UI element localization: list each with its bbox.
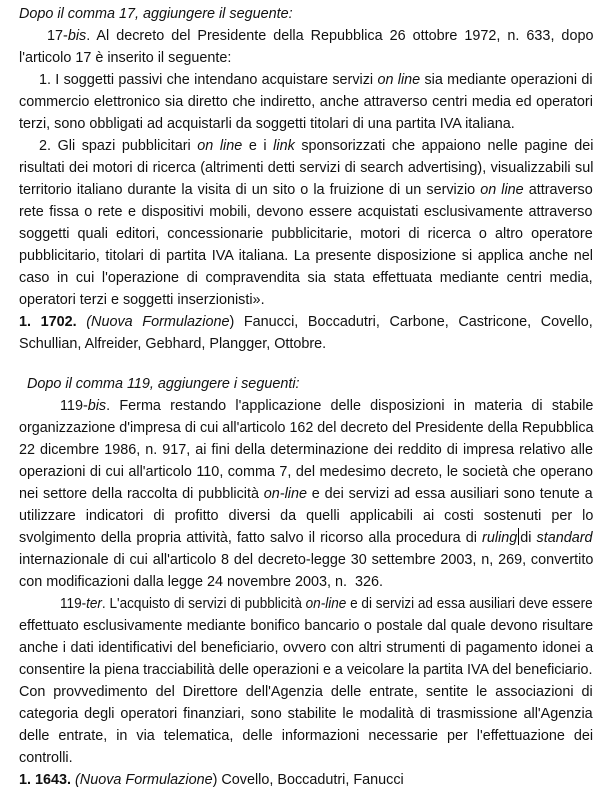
text-run: di <box>520 530 537 546</box>
amendment-heading-comma-119: Dopo il comma 119, aggiungere i seguenti: <box>27 376 300 392</box>
paragraph-point-1-line-1 <box>39 69 593 91</box>
paragraph-point-2-line-6 <box>19 245 593 267</box>
emphasis-text: bis <box>67 28 87 44</box>
text-run: Schullian, Alfreider, Gebhard, Plangger, Ottobre. <box>19 336 327 352</box>
text-run: e i <box>242 138 274 154</box>
paragraph-119-ter-line-3 <box>19 637 593 659</box>
paragraph-point-2-line-1 <box>39 135 593 157</box>
text-run: sponsorizzati che appaiono nelle pagine dei <box>294 138 594 154</box>
paragraph-119-bis-line-3 <box>19 439 593 461</box>
text-run: svolgimento della propria attività, fatto salvo il ricorso alla procedura di <box>19 530 483 546</box>
text-run: 2. Gli spazi pubblicitari <box>39 138 198 154</box>
text-run: e dei servizi ad essa ausiliari sono tenute a <box>307 486 593 502</box>
text-run: 17- <box>47 28 68 44</box>
emphasis-text: (Nuova Formulazione <box>75 772 213 788</box>
text-run: utilizzare indicatori di profitto diversi da quelli applicabili ai costi sostenuti per lo <box>19 508 594 524</box>
text-run: attraverso <box>523 182 593 198</box>
emphasis-text: on-line <box>263 486 307 502</box>
text-run: operazioni di cui all'articolo 110, comma 7, del medesimo decreto, le società che operano <box>19 464 594 480</box>
text-run: ) Fanucci, Boccadutri, Carbone, Castricone, Covello, <box>229 314 593 330</box>
text-run: controlli. <box>19 750 73 766</box>
emphasis-text: on line <box>377 72 421 88</box>
text-run: organizzazione d'impresa di cui all'articolo 162 del decreto del Presidente della Repubblica <box>19 420 594 436</box>
amendment-1702-signature-line-2 <box>19 333 326 355</box>
text-run: territorio italiano durante la visita di un sito o la fruizione di un servizio <box>19 182 481 198</box>
paragraph-point-2-line-3 <box>19 179 593 201</box>
paragraph-119-ter-line-8 <box>19 747 73 769</box>
text-run: 119- <box>60 398 88 414</box>
paragraph-119-ter-line-1 <box>60 593 593 615</box>
paragraph-119-ter-line-7 <box>19 725 593 747</box>
paragraph-119-ter-line-2 <box>19 615 593 637</box>
paragraph-119-bis-line-7 <box>19 527 593 549</box>
paragraph-119-ter-line-4 <box>19 659 593 681</box>
text-run: rete fissa o rete e dispositivi mobili, devono essere acquistati esclusivamente attraverso <box>19 204 593 220</box>
text-run: ) Covello, Boccadutri, Fanucci <box>212 772 404 788</box>
amendment-heading-comma-17: Dopo il comma 17, aggiungere il seguente: <box>19 6 293 22</box>
text-run: internazionale di cui all'articolo 8 del decreto-legge 30 settembre 2003, n, 269, convertito <box>19 552 594 568</box>
paragraph-point-2-line-8 <box>19 289 265 311</box>
text-run: . Ferma restando l'applicazione delle disposizioni in materia di stabile <box>106 398 594 414</box>
text-run: consentire la piena tracciabilità delle operazioni e a veicolare la partita IVA del beneficiario. <box>19 662 593 678</box>
text-run: risultati dei motori di ricerca (altrimenti detti servizi di search advertising), visualizzabili sul <box>19 160 594 176</box>
paragraph-point-1-line-2 <box>19 91 593 113</box>
emphasis-text: on line <box>197 138 243 154</box>
emphasis-text: on-line <box>305 596 347 612</box>
emphasis-text: ruling <box>482 530 518 546</box>
paragraph-119-ter-line-5 <box>19 681 593 703</box>
paragraph-point-2-line-5 <box>19 223 593 245</box>
text-run: pubblicitario, titolari di partita IVA italiana. La presente disposizione si applica anche nel <box>19 248 593 264</box>
paragraph-point-2-line-4 <box>19 201 593 223</box>
emphasis-text: (Nuova Formulazione <box>86 314 230 330</box>
paragraph-119-bis-line-4 <box>19 461 593 483</box>
paragraph-119-bis-line-2 <box>19 417 593 439</box>
text-run: operatori terzi e soggetti inserzionisti». <box>19 292 265 308</box>
text-run: soggetti quali editori, concessionarie pubblicitarie, motori di ricerca o altro operatore <box>19 226 593 242</box>
text-run: caso in cui l'operazione di compravendita sia stata effettuata mediante centri media, <box>19 270 593 286</box>
emphasis-text: ter <box>86 596 102 612</box>
paragraph-119-bis-line-5 <box>19 483 593 505</box>
emphasis-text: bis <box>87 398 107 414</box>
emphasis-text: standard <box>536 530 593 546</box>
paragraph-17-bis-line-2 <box>19 47 231 69</box>
text-run: . L'acquisto di servizi di pubblicità <box>101 596 306 612</box>
paragraph-point-2-line-2 <box>19 157 593 179</box>
text-run: sia mediante operazioni di <box>420 72 593 88</box>
text-run: e di servizi ad essa ausiliari deve essere <box>346 596 593 612</box>
amendment-number: 1. 1643. <box>19 772 72 788</box>
text-run: 1. I soggetti passivi che intendano acquistare servizi <box>39 72 378 88</box>
text-run: effettuato esclusivamente mediante bonifico bancario o postale dal quale devono risultare <box>19 618 594 634</box>
paragraph-point-2-line-7 <box>19 267 593 289</box>
text-run: delle entrate, in via telematica, delle informazioni necessarie per l'effettuazione dei <box>19 728 594 744</box>
paragraph-17-bis-line-1 <box>47 25 593 47</box>
text-run <box>77 314 87 330</box>
text-run: terzi, sono obbligati ad acquistarli da soggetti titolari di una partita IVA italiana. <box>19 116 515 132</box>
emphasis-text: link <box>273 138 295 154</box>
paragraph-point-1-line-3 <box>19 113 515 135</box>
text-run: . Al decreto del Presidente della Repubblica 26 ottobre 1972, n. 633, dopo <box>86 28 594 44</box>
amendment-1702-signature-line-1 <box>19 311 593 333</box>
paragraph-119-bis-line-9 <box>19 571 383 593</box>
paragraph-119-ter-line-6 <box>19 703 593 725</box>
text-run: commercio elettronico sia diretto che indiretto, anche attraverso centri media ed operatori <box>19 94 593 110</box>
emphasis-text: on line <box>480 182 524 198</box>
text-run: 119- <box>60 596 87 612</box>
text-run: categoria degli operatori finanziari, sono stabilite le modalità di trasmissione all'Agenzia <box>19 706 593 722</box>
text-run: 22 dicembre 1986, n. 917, ai fini della determinazione dei reddito di impresa relativo alle <box>19 442 593 458</box>
amendment-number: 1. 1702. <box>19 314 77 330</box>
text-run: nei settore della raccolta di pubblicità <box>19 486 264 502</box>
text-run: anche i dati identificativi del beneficiario, ovvero con altri strumenti di pagamento idonei a <box>19 640 594 656</box>
paragraph-119-bis-line-6 <box>19 505 593 527</box>
text-run: Con provvedimento del Direttore dell'Agenzia delle entrate, sentite le associazioni di <box>19 684 593 700</box>
paragraph-119-bis-line-8 <box>19 549 593 571</box>
text-run: l'articolo 17 è inserito il seguente: <box>19 50 232 66</box>
paragraph-119-bis-line-1 <box>60 395 593 417</box>
text-run: con modificazioni dalla legge 24 novembre 2003, n. 326. <box>19 574 384 590</box>
